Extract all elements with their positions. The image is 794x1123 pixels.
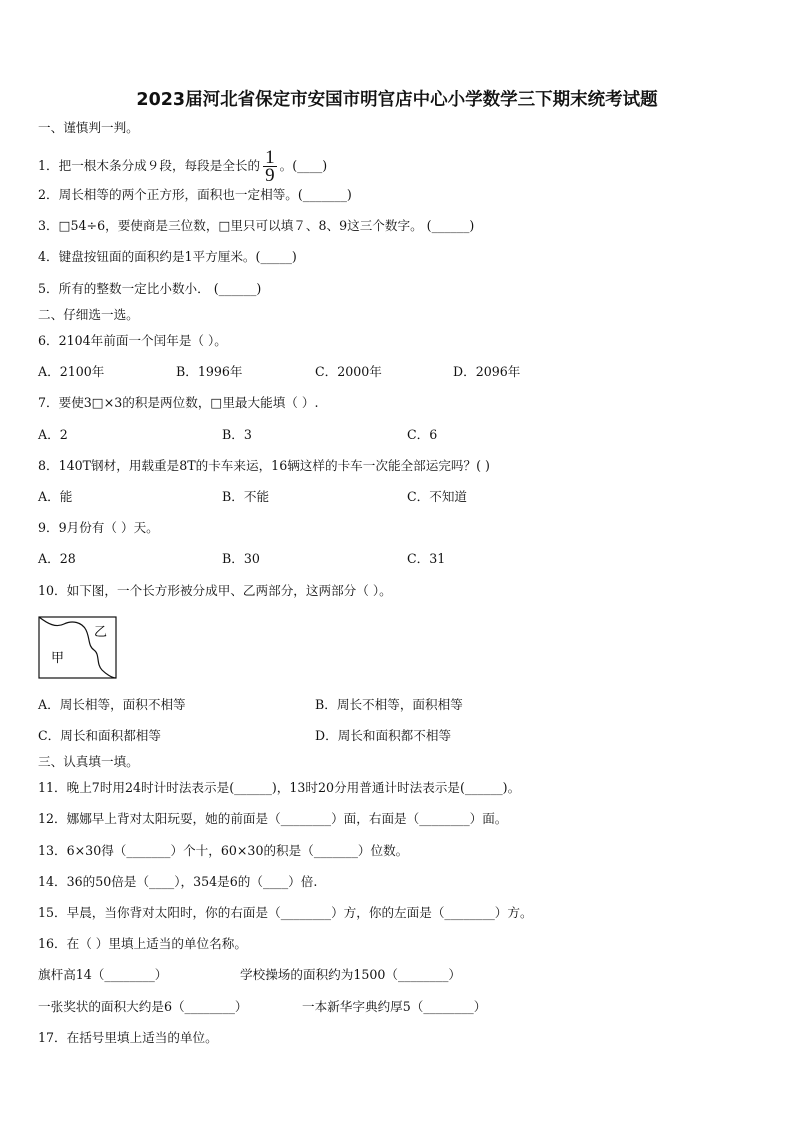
section-heading-2: 二、仔细选一选。 <box>38 307 139 322</box>
option: C．周长和面积都相等 <box>38 728 161 743</box>
option: C．6 <box>407 427 438 442</box>
option: A．28 <box>38 551 76 566</box>
question-15: 15．早晨，当你背对太阳时，你的右面是（________）方，你的左面是（________）方。 <box>38 905 533 920</box>
option: C．31 <box>407 551 446 566</box>
question-10: 10．如下图，一个长方形被分成甲、乙两部分，这两部分（ ）。 <box>38 583 392 598</box>
option: A．2100年 <box>38 364 105 379</box>
option: C．不知道 <box>407 489 468 504</box>
fraction-numerator: 1 <box>265 147 275 168</box>
question-14: 14．36的50倍是（____），354是6的（____）倍. <box>38 874 318 889</box>
fraction-denominator: 9 <box>265 165 275 186</box>
question-2: 2．周长相等的两个正方形，面积也一定相等。(_______) <box>38 187 352 202</box>
question-13: 13．6×30得（_______）个十，60×30的积是（_______）位数。 <box>38 843 409 858</box>
rectangle-figure <box>38 616 118 684</box>
option: B．3 <box>222 427 252 442</box>
question-3: 3．□54÷6，要使商是三位数，□里只可以填７、8、9这三个数字。 (______) <box>38 218 475 233</box>
question-5: 5．所有的整数一定比小数小． (______) <box>38 281 262 296</box>
question-6: 6．2104年前面一个闰年是（ ）。 <box>38 333 227 348</box>
question-1-text: 1．把一根木条分成９段，每段是全长的 <box>38 158 261 173</box>
option: D．周长和面积都不相等 <box>315 728 452 743</box>
label-yi: 乙 <box>94 625 108 640</box>
fraction <box>263 149 277 184</box>
question-8: 8．140T钢材，用载重是8T的卡车来运，16辆这样的卡车一次能全部运完吗？( ) <box>38 458 490 473</box>
option: B．30 <box>222 551 260 566</box>
fill-item: 学校操场的面积约为1500（________） <box>240 967 461 982</box>
option: B．不能 <box>222 489 270 504</box>
question-16: 16．在（ ）里填上适当的单位名称。 <box>38 936 247 951</box>
option: A．周长相等，面积不相等 <box>38 697 186 712</box>
question-12: 12．娜娜早上背对太阳玩耍，她的前面是（________）面，右面是（________）面。 <box>38 811 508 826</box>
option: A．2 <box>38 427 68 442</box>
question-9: 9．9月份有（ ）天。 <box>38 520 159 535</box>
option: C．2000年 <box>315 364 382 379</box>
page-title: 2023届河北省保定市安国市明官店中心小学数学三下期末统考试题 <box>136 90 658 110</box>
option: D．2096年 <box>453 364 521 379</box>
question-4: 4．键盘按钮面的面积约是1平方厘米。(_____) <box>38 249 297 264</box>
question-17: 17．在括号里填上适当的单位。 <box>38 1030 218 1045</box>
option: B．1996年 <box>176 364 243 379</box>
section-heading-3: 三、认真填一填。 <box>38 754 139 769</box>
rectangle-diagram <box>38 616 118 680</box>
question-1-blank: 。(____) <box>279 158 328 173</box>
fill-item: 旗杆高14（________） <box>38 967 168 982</box>
question-1 <box>38 149 327 184</box>
option: A．能 <box>38 489 73 504</box>
fill-item: 一本新华字典约厚5（________） <box>302 999 487 1014</box>
section-heading-1: 一、谨慎判一判。 <box>38 120 139 135</box>
fill-item: 一张奖状的面积大约是6（________） <box>38 999 248 1014</box>
label-jia: 甲 <box>51 651 65 666</box>
option: B．周长不相等，面积相等 <box>315 697 463 712</box>
question-7: 7．要使3□×3的积是两位数，□里最大能填（ ）. <box>38 395 319 410</box>
question-11: 11．晚上7时用24时计时法表示是(______)，13时20分用普通计时法表示是(______)。 <box>38 780 521 795</box>
